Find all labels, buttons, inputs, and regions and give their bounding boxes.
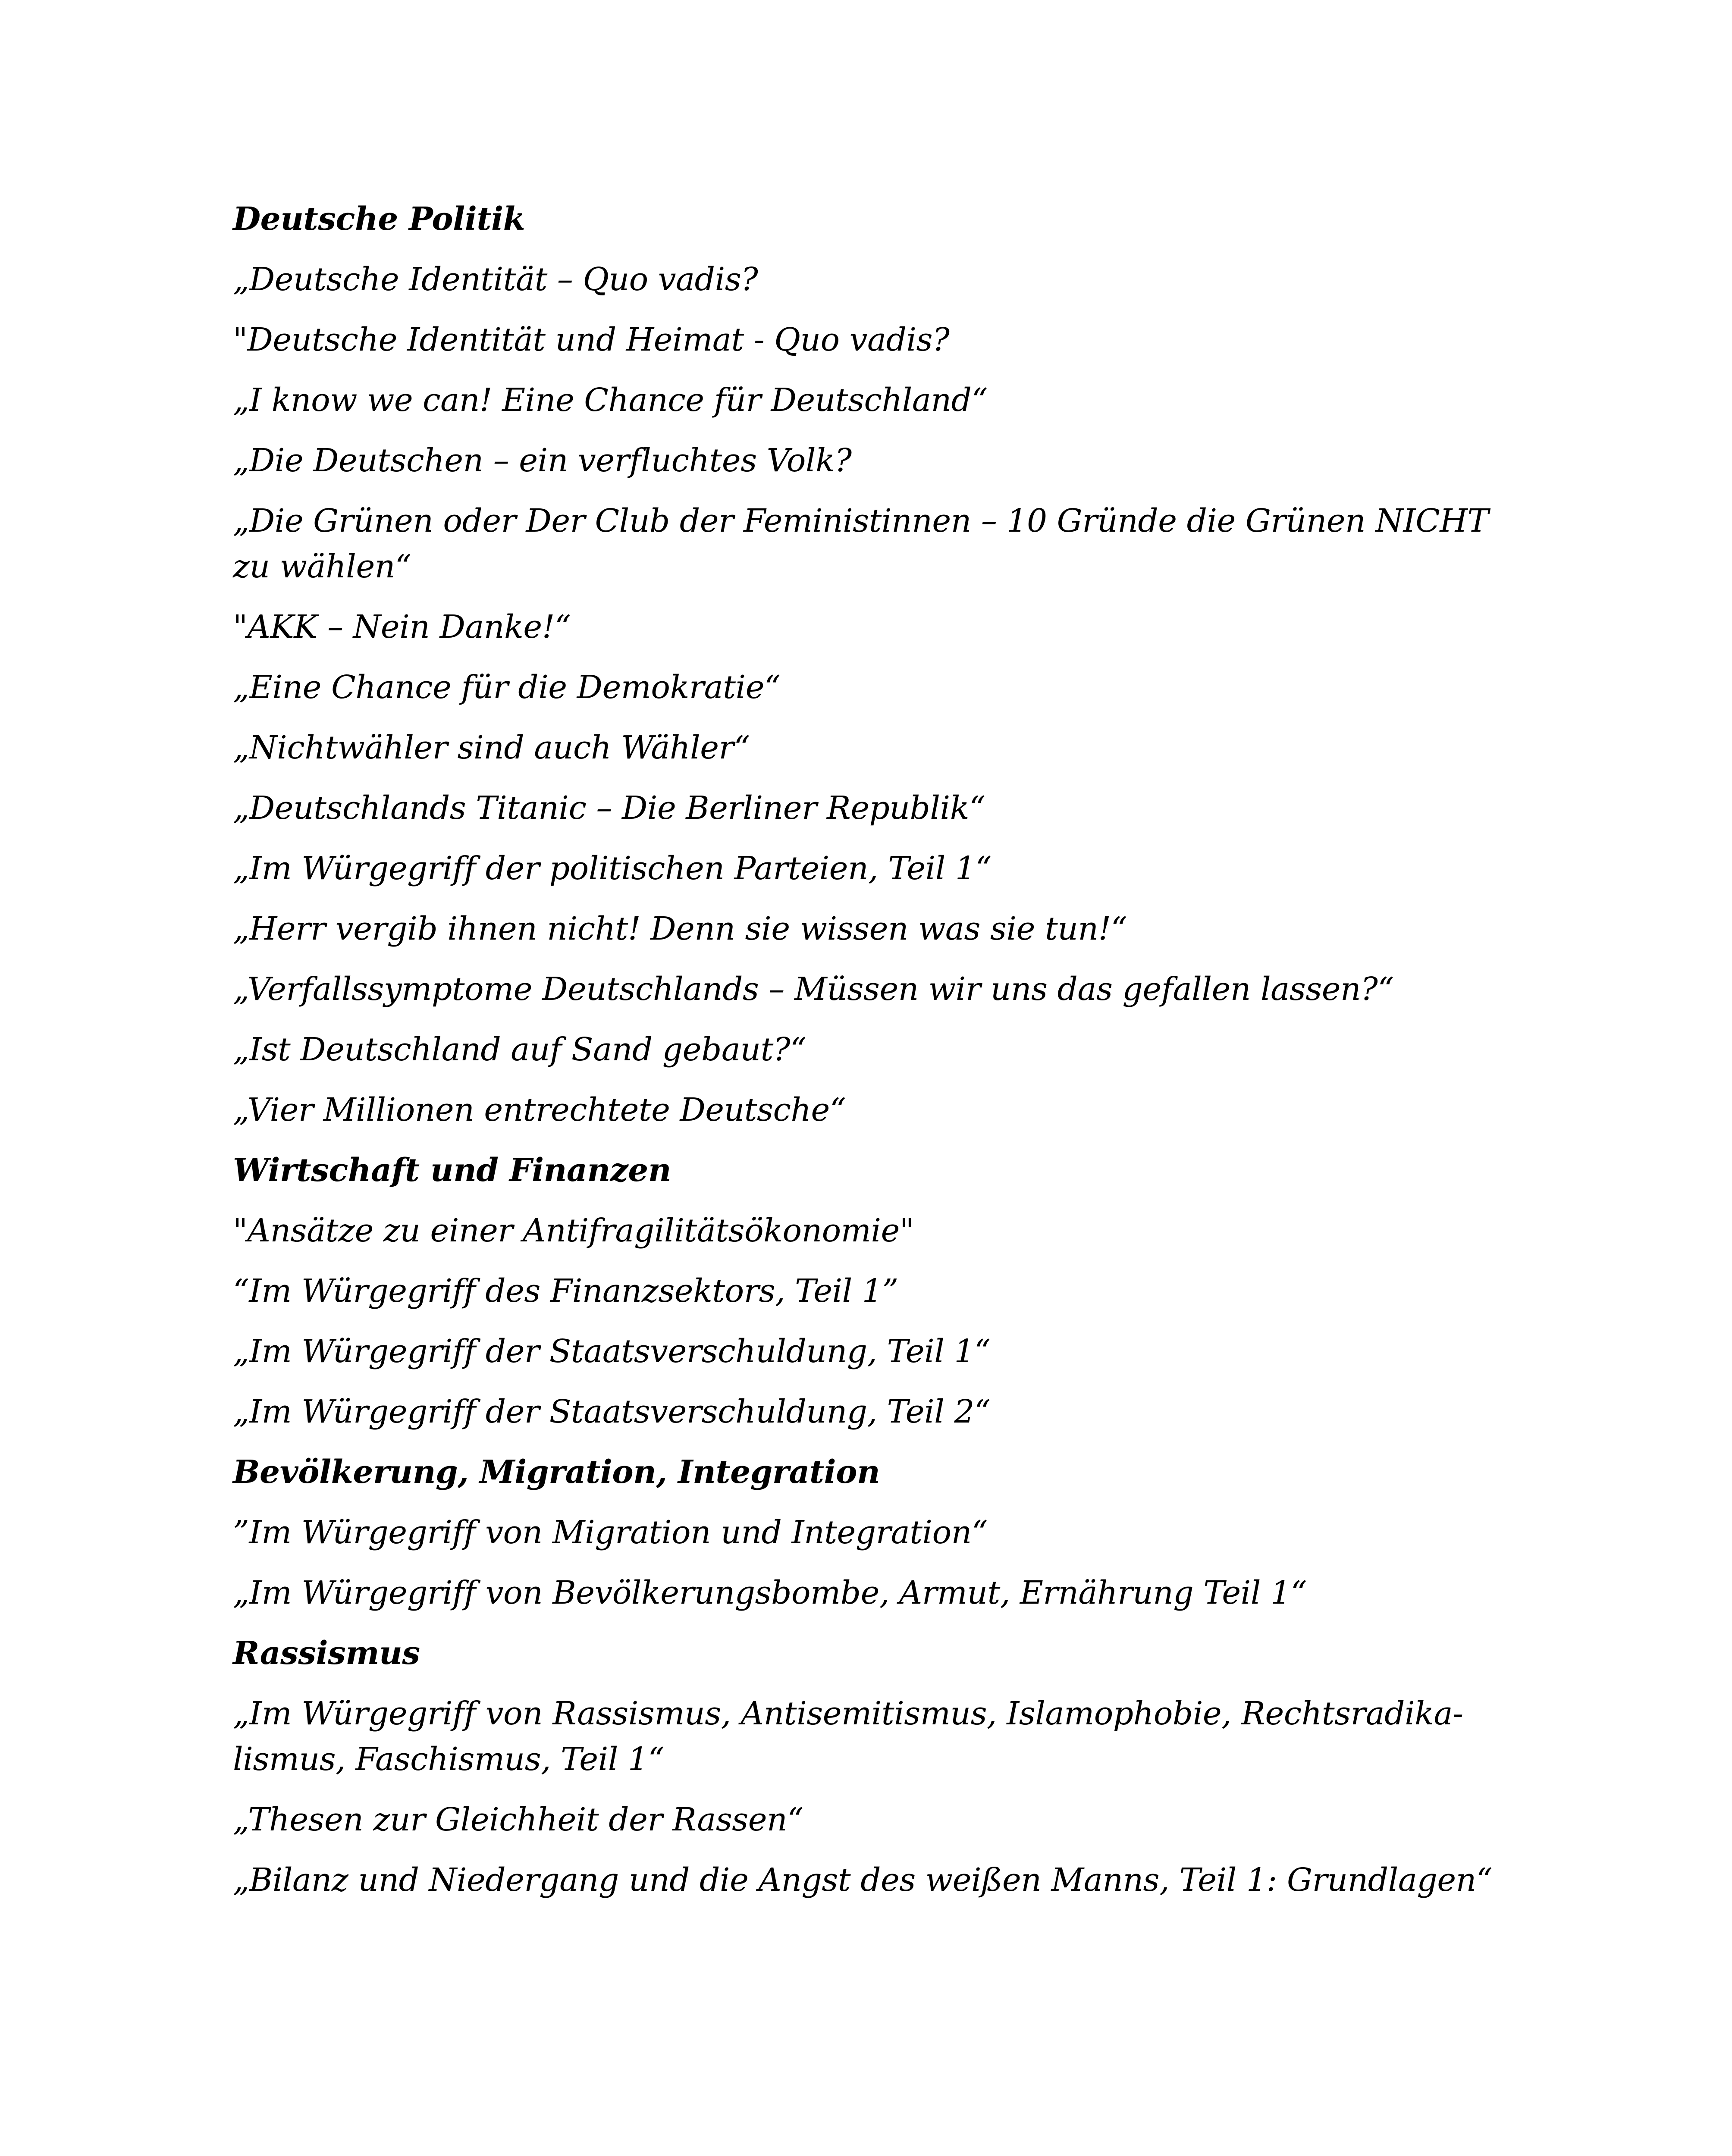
title-entry-line: „Die Deutschen – ein verfluchtes Volk? [233, 442, 852, 479]
title-entry-line: „Die Grünen oder Der Club der Feministinnen – 10 Gründe die Grünen NICHT [233, 502, 1489, 539]
title-entry-line: „Verfallssymptome Deutschlands – Müssen wir uns das gefallen lassen?“ [233, 971, 1394, 1008]
title-entry-line: „Ist Deutschland auf Sand gebaut?“ [233, 1031, 806, 1068]
section-heading: Bevölkerung, Migration, Integration [233, 1454, 880, 1491]
title-entry-line: „Eine Chance für die Demokratie“ [233, 669, 781, 706]
title-entry [233, 1510, 1509, 1555]
title-entry-line: ”Im Würgegriff von Migration und Integration“ [233, 1514, 988, 1551]
title-entry [233, 438, 1509, 483]
title-entry-line: „Im Würgegriff von Bevölkerungsbombe, Armut, Ernährung Teil 1“ [233, 1574, 1307, 1611]
title-entry-line: “Im Würgegriff des Finanzsektors, Teil 1” [233, 1272, 898, 1310]
title-entry-line: "AKK – Nein Danke!“ [233, 608, 571, 646]
title-entry-line: „Bilanz und Niedergang und die Angst des weißen Manns, Teil 1: Grundlagen“ [233, 1861, 1493, 1899]
document-body [233, 196, 1509, 1918]
title-entry-line: „Deutsche Identität – Quo vadis? [233, 261, 758, 298]
title-entry [233, 846, 1509, 891]
section-heading: Rassismus [233, 1635, 420, 1672]
section-heading: Wirtschaft und Finanzen [233, 1152, 671, 1189]
title-entry [233, 1797, 1509, 1843]
title-entry-line: „Im Würgegriff der politischen Parteien, Teil 1“ [233, 850, 992, 887]
title-entry-line: „Im Würgegriff der Staatsverschuldung, Teil 2“ [233, 1393, 991, 1430]
section-heading: Deutsche Politik [233, 201, 525, 238]
title-entry [233, 966, 1509, 1012]
title-entry-line: „Im Würgegriff von Rassismus, Antisemitismus, Islamophobie, Rechtsradika- [233, 1695, 1463, 1732]
title-entry-line: zu wählen“ [233, 548, 411, 585]
title-entry-line: „Herr vergib ihnen nicht! Denn sie wissen was sie tun!“ [233, 910, 1127, 947]
title-entry-line: „Thesen zur Gleichheit der Rassen“ [233, 1801, 803, 1838]
title-entry-line: "Deutsche Identität und Heimat - Quo vadis? [233, 321, 950, 358]
title-entry [233, 906, 1509, 952]
title-entry [233, 1027, 1509, 1072]
title-entry [233, 664, 1509, 710]
title-entry [233, 377, 1509, 423]
title-entry-line: lismus, Faschismus, Teil 1“ [233, 1741, 664, 1778]
title-entry [233, 1268, 1509, 1314]
title-entry [233, 1570, 1509, 1616]
title-entry-line: „I know we can! Eine Chance für Deutschland“ [233, 382, 988, 419]
title-entry-line: "Ansätze zu einer Antifragilitätsökonomie" [233, 1212, 914, 1249]
title-entry [233, 604, 1509, 650]
title-entry [233, 1389, 1509, 1435]
title-entry [233, 317, 1509, 363]
title-entry [233, 1087, 1509, 1133]
title-entry-line: „Im Würgegriff der Staatsverschuldung, Teil 1“ [233, 1333, 991, 1370]
title-entry [233, 1208, 1509, 1253]
title-entry [233, 257, 1509, 302]
title-entry [233, 1329, 1509, 1374]
title-entry [233, 1857, 1509, 1903]
title-entry [233, 725, 1509, 771]
title-entry-line: „Vier Millionen entrechtete Deutsche“ [233, 1091, 846, 1128]
title-entry [233, 785, 1509, 831]
title-entry-line: „Deutschlands Titanic – Die Berliner Republik“ [233, 790, 985, 827]
title-entry [233, 1691, 1509, 1782]
title-entry [233, 498, 1509, 589]
title-entry-line: „Nichtwähler sind auch Wähler“ [233, 729, 750, 766]
